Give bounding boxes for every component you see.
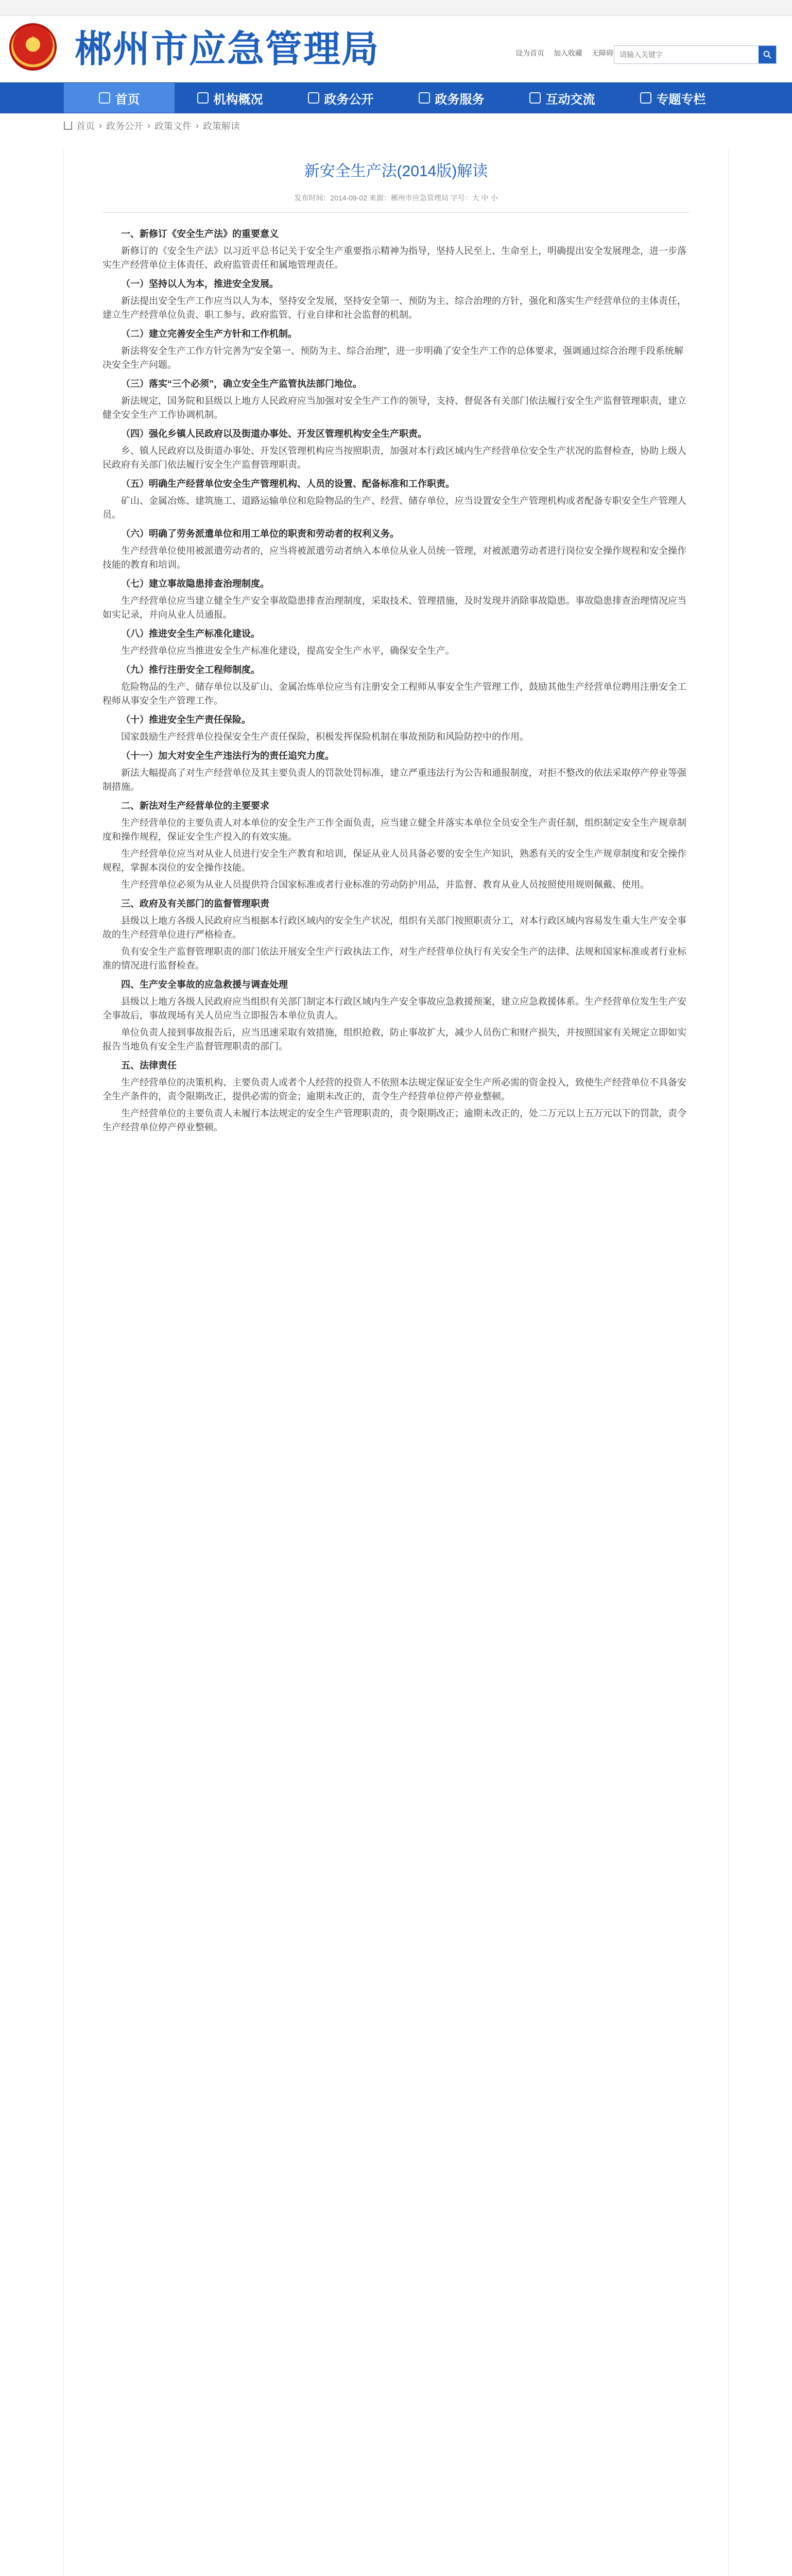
article-paragraph: 负有安全生产监督管理职责的部门依法开展安全生产行政执法工作，对生产经营单位执行有关安全生产的法律、法规和国家标准或者行业标准的情况进行监督检查。 xyxy=(102,946,686,971)
article-subheading: （二）建立完善安全生产方针和工作机制。 xyxy=(121,329,297,340)
breadcrumb-separator-icon: › xyxy=(196,120,199,131)
breadcrumb-home[interactable]: 首页 xyxy=(76,121,95,131)
document-icon xyxy=(308,92,319,104)
article-paragraph: 生产经营单位应当建立健全生产安全事故隐患排查治理制度，采取技术、管理措施，及时发现并消除事故隐患。事故隐患排查治理情况应当如实记录，并向从业人员通报。 xyxy=(102,596,686,620)
article-section-heading: 四、生产安全事故的应急救援与调查处理 xyxy=(121,979,288,990)
nav-item-home[interactable] xyxy=(64,83,175,113)
article-subheading: （六）明确了劳务派遣单位和用工单位的职责和劳动者的权利义务。 xyxy=(121,529,399,539)
nav-label-org: 机构概况 xyxy=(213,92,263,107)
article-body xyxy=(102,227,690,1134)
breadcrumb-current: 政策解读 xyxy=(203,121,240,131)
article-paragraph: 矿山、金属冶炼、建筑施工、道路运输单位和危险物品的生产、经营、储存单位，应当设置安全生产管理机构或者配备专职安全生产管理人员。 xyxy=(102,496,686,520)
article-paragraph: 县级以上地方各级人民政府应当组织有关部门制定本行政区域内生产安全事故应急救援预案，建立应急救援体系。生产经营单位发生生产安全事故后，事故现场有关人员应当立即报告本单位负责人。 xyxy=(102,996,686,1021)
building-icon xyxy=(197,92,209,104)
header-link-home[interactable]: 设为首页 xyxy=(515,49,544,57)
nav-label-public: 政务公开 xyxy=(324,92,374,107)
article-subheading: （五）明确生产经营单位安全生产管理机构、人员的设置、配备标准和工作职责。 xyxy=(121,479,455,489)
article-meta: 发布时间：2014-09-02 来源：郴州市应急管理局 字号：大 中 小 xyxy=(294,194,498,202)
article-paragraph: 生产经营单位必须为从业人员提供符合国家标准或者行业标准的劳动防护用品，并监督、教育从业人员按照使用规则佩戴、使用。 xyxy=(121,879,649,890)
main-navigation xyxy=(0,82,792,113)
national-emblem-icon xyxy=(9,23,57,71)
article-paragraph: 新法规定，国务院和县级以上地方人民政府应当加强对安全生产工作的领导，支持、督促各有关部门依法履行安全生产监督管理职责，建立健全安全生产工作协调机制。 xyxy=(102,396,686,420)
article-paragraph: 生产经营单位应当对从业人员进行安全生产教育和培训，保证从业人员具备必要的安全生产知识，熟悉有关的安全生产规章制度和安全操作规程，掌握本岗位的安全操作技能。 xyxy=(102,849,686,873)
search-bar xyxy=(614,45,777,64)
article-paragraph: 生产经营单位的主要负责人对本单位的安全生产工作全面负责，应当建立健全并落实本单位全员安全生产责任制，组织制定安全生产规章制度和操作规程，保证安全生产投入的有效实施。 xyxy=(102,818,686,842)
article-subheading: （七）建立事故隐患排查治理制度。 xyxy=(121,579,269,589)
article-subheading: （十）推进安全生产责任保险。 xyxy=(121,715,251,725)
breadcrumb-separator-icon: › xyxy=(99,120,102,131)
nav-label-home: 首页 xyxy=(115,92,140,107)
site-title: 郴州市应急管理局 xyxy=(75,29,380,70)
article-container xyxy=(63,148,729,2576)
article-paragraph: 生产经营单位应当推进安全生产标准化建设，提高安全生产水平，确保安全生产。 xyxy=(121,646,455,656)
topic-icon xyxy=(640,92,651,104)
article-paragraph: 生产经营单位的决策机构、主要负责人或者个人经营的投资人不依照本法规定保证安全生产所必需的资金投入，致使生产经营单位不具备安全生产条件的，责令限期改正，提供必需的资金；逾期未改正的，责令生产经营单位停产停业整顿。 xyxy=(102,1077,686,1102)
article-paragraph: 危险物品的生产、储存单位以及矿山、金属冶炼单位应当有注册安全工程师从事安全生产管理工作，鼓励其他生产经营单位聘用注册安全工程师从事安全生产管理工作。 xyxy=(102,682,686,706)
article-subheading: （九）推行注册安全工程师制度。 xyxy=(121,665,260,675)
search-button[interactable] xyxy=(759,46,776,63)
article-section-heading: 五、法律责任 xyxy=(121,1060,177,1071)
article-paragraph: 新修订的《安全生产法》以习近平总书记关于安全生产重要指示精神为指导，坚持人民至上、生命至上，明确提出安全发展理念，进一步落实生产经营单位主体责任、政府监管责任和属地管理责任。 xyxy=(102,246,686,270)
search-icon xyxy=(763,50,772,59)
nav-item-public[interactable] xyxy=(285,83,396,113)
home-icon xyxy=(99,92,110,104)
article-paragraph: 乡、镇人民政府以及街道办事处、开发区管理机构应当按照职责，加强对本行政区域内生产经营单位安全生产状况的监督检查，协助上级人民政府有关部门依法履行安全生产监督管理职责。 xyxy=(102,446,686,470)
article-section-heading: 三、政府及有关部门的监督管理职责 xyxy=(121,899,269,909)
breadcrumb xyxy=(64,113,728,138)
article-paragraph: 县级以上地方各级人民政府应当根据本行政区域内的安全生产状况，组织有关部门按照职责分工，对本行政区域内容易发生重大生产安全事故的生产经营单位进行严格检查。 xyxy=(102,916,686,940)
nav-item-interaction[interactable] xyxy=(507,83,617,113)
article-subheading: （四）强化乡镇人民政府以及街道办事处、开发区管理机构安全生产职责。 xyxy=(121,429,427,439)
top-bar xyxy=(0,0,792,16)
article-paragraph: 生产经营单位使用被派遣劳动者的，应当将被派遣劳动者纳入本单位从业人员统一管理，对被派遣劳动者进行岗位安全操作规程和安全操作技能的教育和培训。 xyxy=(102,546,686,570)
nav-label-special: 专题专栏 xyxy=(656,92,706,107)
breadcrumb-policy[interactable]: 政策文件 xyxy=(154,121,192,131)
article-paragraph: 新法提出安全生产工作应当以人为本，坚持安全发展，坚持安全第一、预防为主、综合治理的方针，强化和落实生产经营单位的主体责任，建立生产经营单位负责、职工参与、政府监管、行业自律和社会监督的机制。 xyxy=(102,296,686,320)
nav-item-org[interactable] xyxy=(175,83,285,113)
article-section-heading: 二、新法对生产经营单位的主要要求 xyxy=(121,801,269,811)
nav-item-special[interactable] xyxy=(617,83,728,113)
service-icon xyxy=(419,92,430,104)
article-subheading: （三）落实“三个必须”，确立安全生产监管执法部门地位。 xyxy=(121,379,362,389)
title-divider xyxy=(102,212,690,213)
nav-item-service[interactable] xyxy=(396,83,507,113)
header-link-accessibility[interactable]: 无障碍 xyxy=(592,49,613,57)
article-paragraph: 新法将安全生产工作方针完善为“安全第一、预防为主、综合治理”，进一步明确了安全生产工作的总体要求，强调通过综合治理手段系统解决安全生产问题。 xyxy=(102,346,683,370)
nav-label-service: 政务服务 xyxy=(435,92,485,107)
article-paragraph: 新法大幅提高了对生产经营单位及其主要负责人的罚款处罚标准，建立严重违法行为公告和通报制度，对拒不整改的依法采取停产停业等强制措施。 xyxy=(102,768,686,792)
header-link-favorite[interactable]: 加入收藏 xyxy=(554,49,582,57)
breadcrumb-separator-icon: › xyxy=(147,120,150,131)
article-subheading: （一）坚持以人为本，推进安全发展。 xyxy=(121,279,279,290)
breadcrumb-public[interactable]: 政务公开 xyxy=(106,121,143,131)
site-header xyxy=(0,16,792,82)
article-paragraph: 国家鼓励生产经营单位投保安全生产责任保险，积极发挥保险机制在事故预防和风险防控中的作用。 xyxy=(121,732,529,742)
home-icon xyxy=(64,122,72,130)
search-input[interactable] xyxy=(614,46,759,63)
article-title: 新安全生产法(2014版)解读 xyxy=(304,163,488,180)
article-paragraph: 单位负责人接到事故报告后，应当迅速采取有效措施，组织抢救，防止事故扩大，减少人员伤亡和财产损失，并按照国家有关规定立即如实报告当地负有安全生产监督管理职责的部门。 xyxy=(102,1027,686,1052)
article-subheading: （八）推进安全生产标准化建设。 xyxy=(121,629,260,639)
article-subheading: （十一）加大对安全生产违法行为的责任追究力度。 xyxy=(121,751,334,761)
article-section-heading: 一、新修订《安全生产法》的重要意义 xyxy=(121,229,279,240)
article-paragraph: 生产经营单位的主要负责人未履行本法规定的安全生产管理职责的，责令限期改正；逾期未改正的，处二万元以上五万元以下的罚款，责令生产经营单位停产停业整顿。 xyxy=(102,1108,686,1133)
nav-label-interaction: 互动交流 xyxy=(545,92,595,107)
chat-icon xyxy=(529,92,541,104)
